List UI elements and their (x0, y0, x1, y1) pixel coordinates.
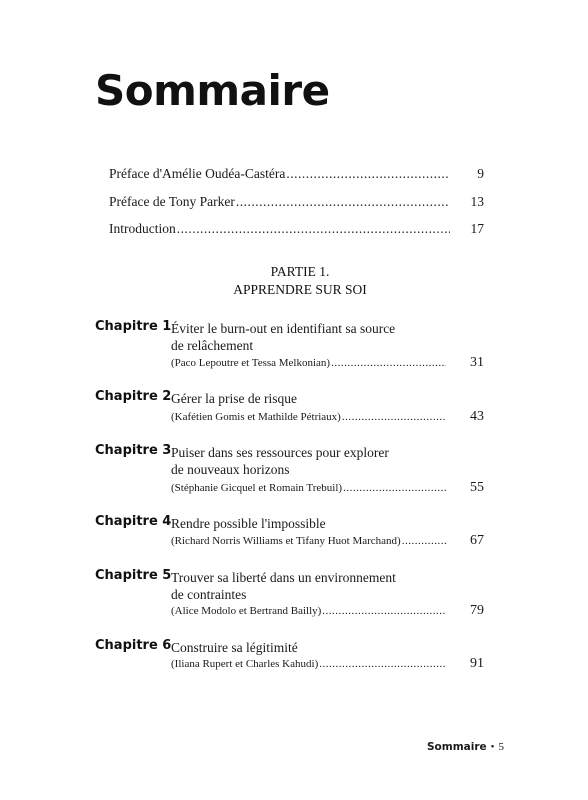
page-number: 5 (498, 741, 504, 753)
dot-leader (342, 411, 446, 423)
toc-entry-label: Introduction (109, 221, 176, 236)
chapter-authors-row (171, 533, 484, 549)
page-title: Sommaire (95, 66, 330, 115)
chapter-title[interactable] (171, 515, 326, 532)
chapter-authors: (Stéphanie Gicquel et Romain Trebuil) (171, 482, 343, 494)
chapter-page: 43 (470, 409, 484, 424)
chapter-title-line: de relâchement (171, 338, 254, 353)
toc-entry-page: 13 (470, 194, 484, 209)
chapter-title-line: de contraintes (171, 587, 247, 602)
part-heading (150, 263, 450, 299)
part-title: APPRENDRE SUR SOI (233, 282, 367, 297)
toc-entry-label: Préface d'Amélie Oudéa-Castéra (109, 166, 286, 181)
chapter-page: 31 (470, 355, 484, 370)
chapter-authors-row (171, 603, 484, 619)
footer-separator: • (490, 741, 495, 753)
dot-leader (402, 535, 446, 547)
toc-entry-page: 9 (477, 166, 484, 181)
chapter-title-line: Puiser dans ses ressources pour explorer (171, 445, 389, 460)
chapter-title[interactable] (171, 569, 396, 603)
chapter-title[interactable] (171, 444, 389, 478)
page-footer (427, 741, 504, 753)
chapter-label: Chapitre 3 (95, 443, 172, 458)
toc-entry-preface-1[interactable] (109, 166, 484, 182)
chapter-title-line: Trouver sa liberté dans un environnement (171, 570, 396, 585)
chapter-title[interactable] (171, 390, 297, 407)
chapter-label: Chapitre 1 (95, 319, 172, 334)
chapter-authors: (Alice Modolo et Bertrand Bailly) (171, 605, 322, 617)
dot-leader (343, 482, 446, 494)
chapter-authors-row (171, 656, 484, 672)
chapter-authors: (Kafétien Gomis et Mathilde Pétriaux) (171, 411, 341, 423)
dot-leader (286, 166, 450, 182)
chapter-title-line: de nouveaux horizons (171, 462, 290, 477)
chapter-title-line: Gérer la prise de risque (171, 391, 297, 406)
toc-entry-page: 17 (470, 221, 484, 236)
chapter-title[interactable] (171, 320, 395, 354)
chapter-authors: (Richard Norris Williams et Tifany Huot Marchand) (171, 535, 401, 547)
chapter-title-line: Rendre possible l'impossible (171, 516, 326, 531)
chapter-label: Chapitre 4 (95, 514, 172, 529)
dot-leader (236, 194, 450, 210)
chapter-title-line: Éviter le burn-out en identifiant sa source (171, 321, 396, 336)
footer-label: Sommaire (426, 741, 487, 753)
dot-leader (319, 658, 446, 670)
chapter-page: 67 (470, 533, 484, 548)
chapter-label: Chapitre 6 (95, 638, 172, 653)
chapter-page: 55 (470, 480, 484, 495)
chapter-authors: (Iliana Rupert et Charles Kahudi) (171, 658, 319, 670)
chapter-page: 91 (470, 656, 484, 671)
chapter-title[interactable] (171, 639, 298, 656)
dot-leader (177, 221, 450, 237)
chapter-authors-row (171, 409, 484, 425)
chapter-authors-row (171, 355, 484, 371)
chapter-label: Chapitre 5 (95, 568, 172, 583)
chapter-title-line: Construire sa légitimité (171, 640, 298, 655)
dot-leader (322, 605, 446, 617)
chapter-page: 79 (470, 603, 484, 618)
chapter-authors-row (171, 480, 484, 496)
toc-entry-introduction[interactable] (109, 221, 484, 237)
toc-entry-label: Préface de Tony Parker (109, 194, 235, 209)
dot-leader (331, 357, 446, 369)
part-number: PARTIE 1. (270, 264, 330, 279)
toc-entry-preface-2[interactable] (109, 194, 484, 210)
chapter-authors: (Paco Lepoutre et Tessa Melkonian) (171, 357, 331, 369)
chapter-label: Chapitre 2 (95, 389, 172, 404)
